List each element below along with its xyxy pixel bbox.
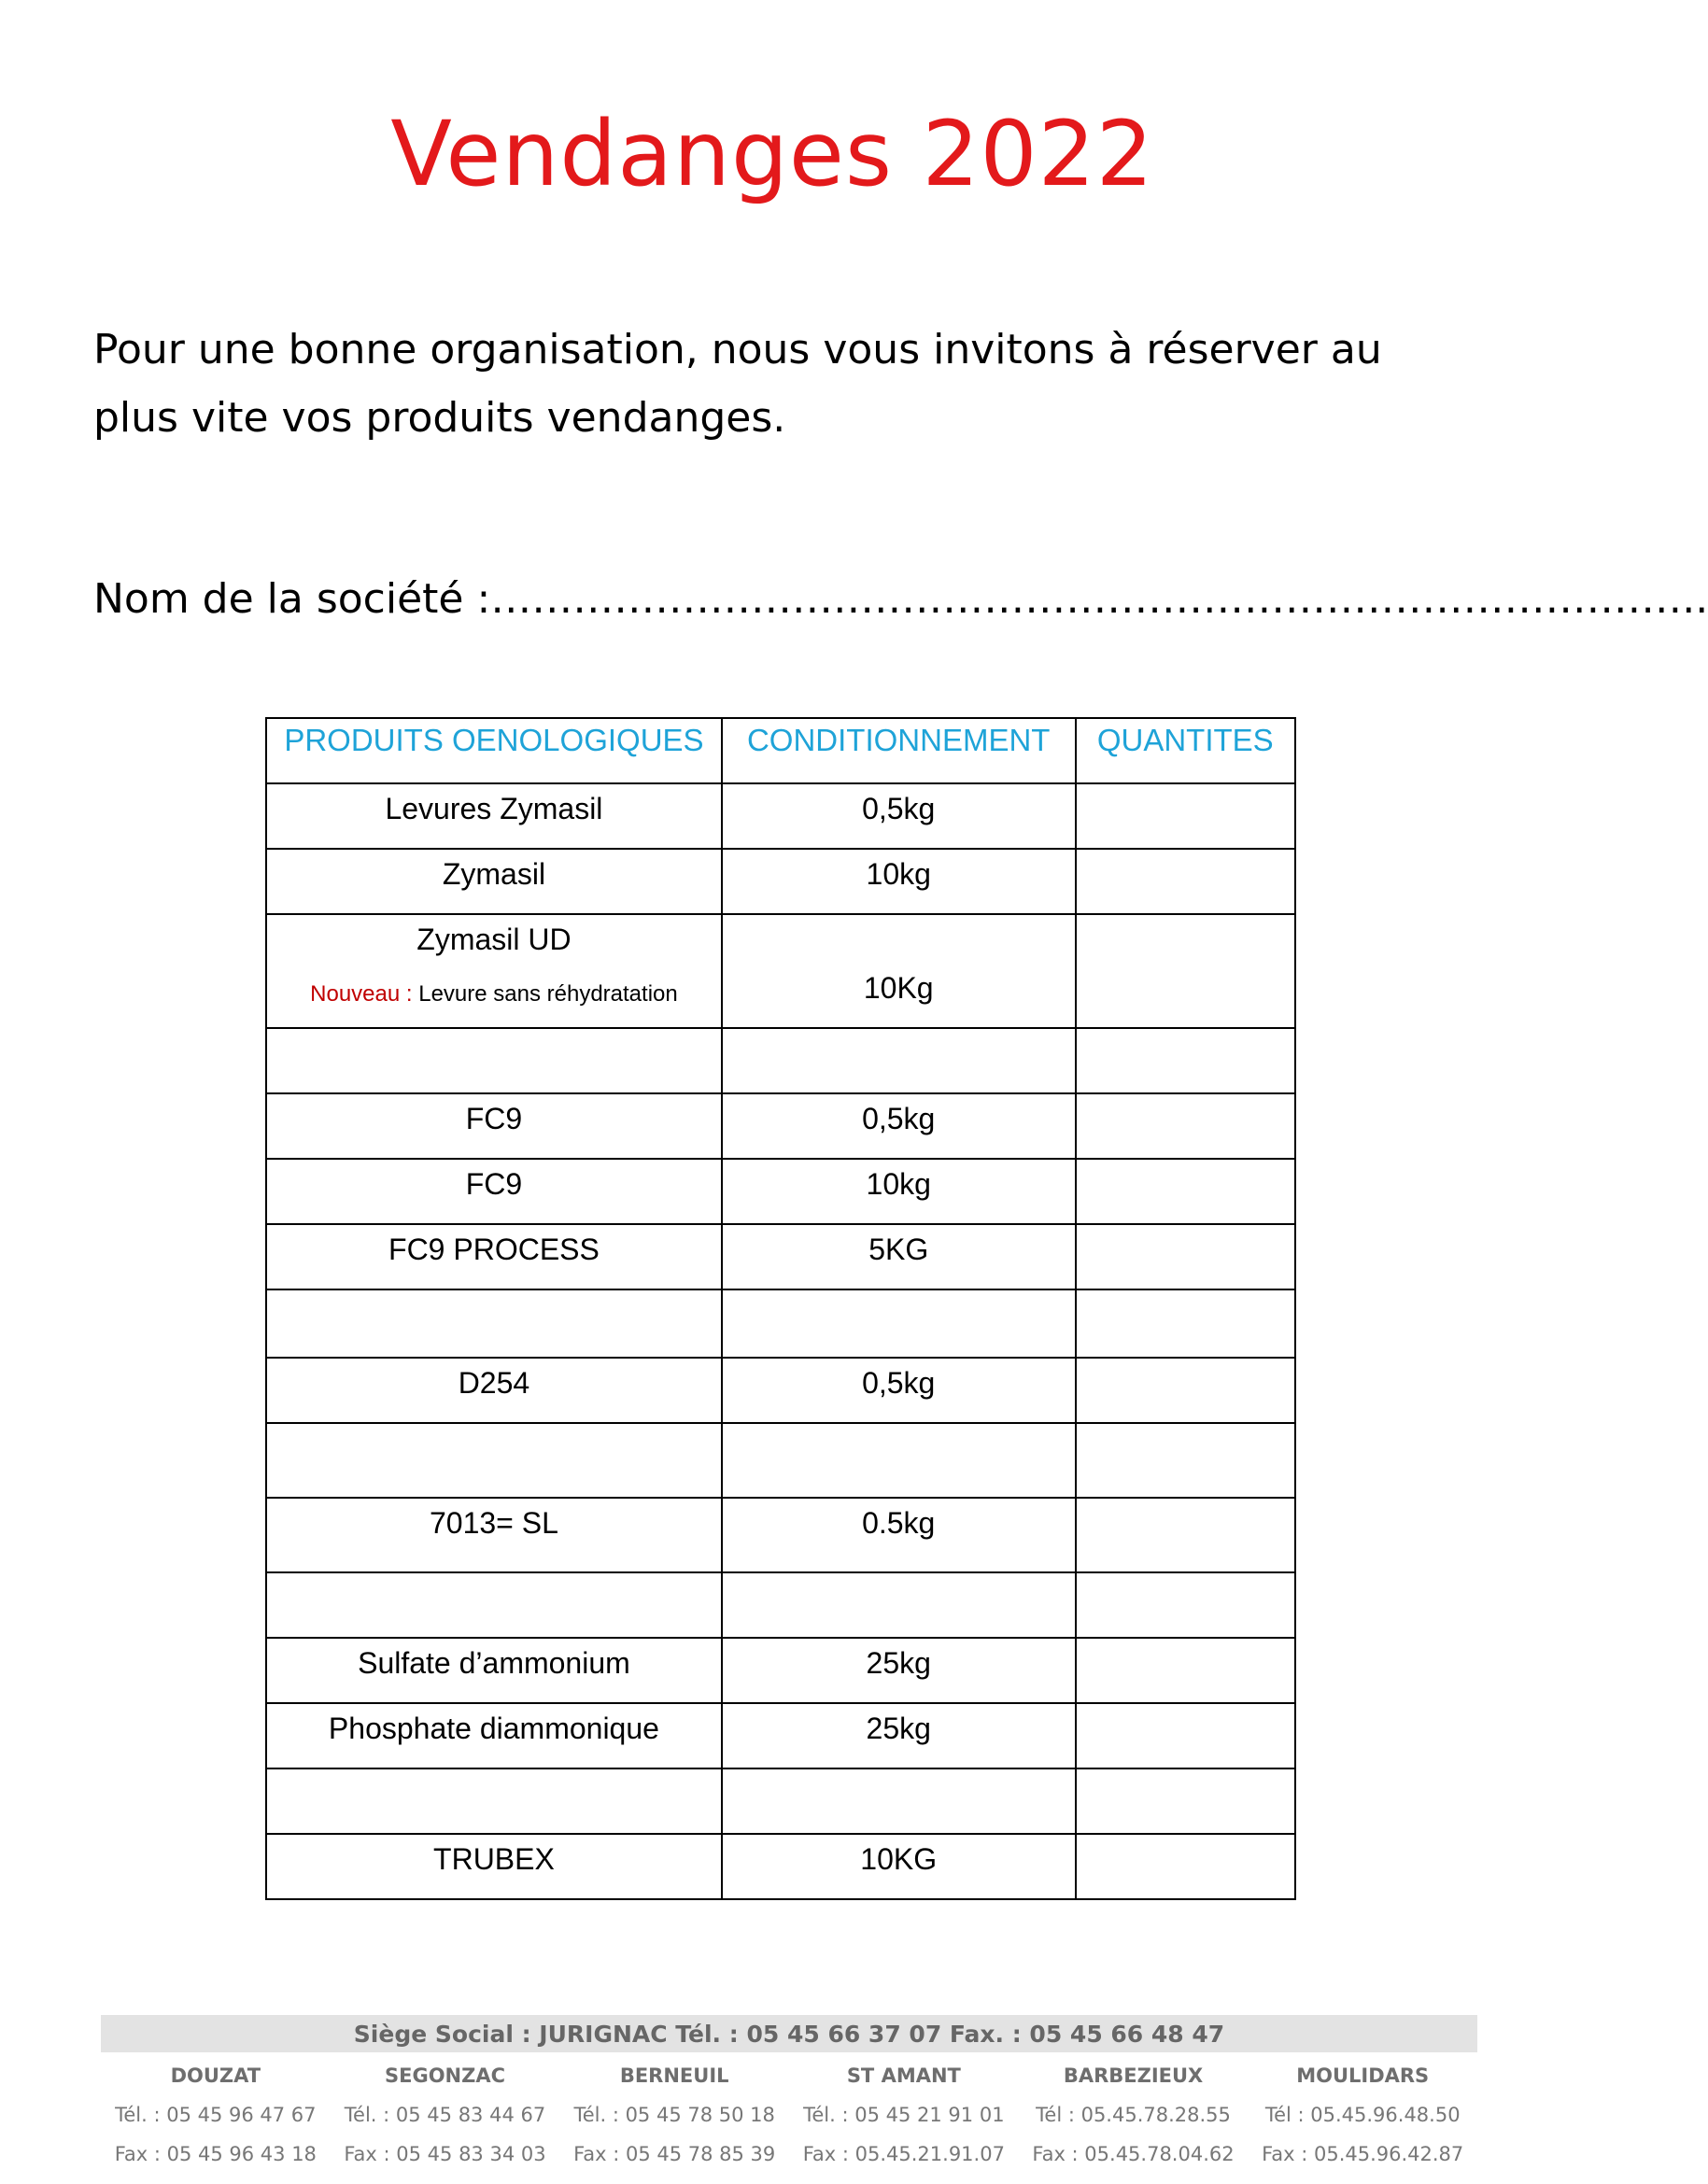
packaging-cell	[722, 1028, 1076, 1093]
branch-fax: Fax : 05 45 78 85 39	[573, 2143, 776, 2165]
product-cell	[266, 1093, 722, 1159]
table-row	[266, 1638, 1295, 1703]
packaging-cell	[722, 1423, 1076, 1498]
branch-name: MOULIDARS	[1296, 2064, 1430, 2087]
quantity-cell[interactable]	[1076, 1768, 1295, 1834]
table-row	[266, 1768, 1295, 1834]
branch-contact	[559, 2056, 789, 2174]
branch-contact	[1019, 2056, 1249, 2174]
product-cell	[266, 914, 722, 1028]
note-text: Levure sans réhydratation	[418, 981, 678, 1007]
branch-contact	[1248, 2056, 1477, 2174]
product-cell	[266, 1572, 722, 1638]
footer	[101, 2015, 1477, 2174]
packaging-cell: 10kg	[722, 849, 1076, 914]
packaging-cell: 10KG	[722, 1834, 1076, 1899]
new-badge: Nouveau :	[310, 981, 419, 1007]
packaging-cell	[722, 1768, 1076, 1834]
table-header-row	[266, 718, 1295, 783]
packaging-cell	[722, 1572, 1076, 1638]
product-cell	[266, 1423, 722, 1498]
intro-text: Pour une bonne organisation, nous vous invitons à réserver au plus vite vos produits vendanges.	[93, 326, 1382, 442]
packaging-cell: 25kg	[722, 1703, 1076, 1768]
table-row	[266, 1159, 1295, 1224]
quantity-cell[interactable]	[1076, 1159, 1295, 1224]
product-name: FC9 PROCESS	[388, 1233, 600, 1266]
packaging-cell: 10kg	[722, 1159, 1076, 1224]
quantity-cell[interactable]	[1076, 1834, 1295, 1899]
product-cell	[266, 1638, 722, 1703]
product-note	[267, 981, 721, 1007]
branch-tel: Tél. : 05 45 78 50 18	[573, 2104, 775, 2126]
table-row	[266, 1093, 1295, 1159]
packaging-cell: 5KG	[722, 1224, 1076, 1289]
company-name-field[interactable]: Nom de la société :……………………………………………………………………………..	[93, 575, 1708, 623]
packaging-cell	[722, 1289, 1076, 1358]
branch-tel: Tél. : 05 45 21 91 01	[803, 2104, 1005, 2126]
packaging-cell: 10Kg	[722, 914, 1076, 1028]
product-cell	[266, 1358, 722, 1423]
product-name: Levures Zymasil	[385, 792, 603, 825]
product-cell	[266, 1498, 722, 1572]
table-row	[266, 1358, 1295, 1423]
product-cell	[266, 1159, 722, 1224]
product-cell	[266, 1028, 722, 1093]
branch-list	[101, 2056, 1477, 2174]
table-row	[266, 914, 1295, 1028]
product-name: Sulfate d’ammonium	[358, 1646, 630, 1680]
branch-name: DOUZAT	[170, 2064, 261, 2087]
quantity-cell[interactable]	[1076, 1423, 1295, 1498]
quantity-cell[interactable]	[1076, 849, 1295, 914]
product-name: FC9	[465, 1167, 523, 1201]
packaging-cell: 25kg	[722, 1638, 1076, 1703]
head-office-line: Siège Social : JURIGNAC Tél. : 05 45 66 37 07 Fax. : 05 45 66 48 47	[101, 2015, 1477, 2052]
branch-name: BERNEUIL	[619, 2064, 729, 2087]
table-row	[266, 1028, 1295, 1093]
quantity-cell[interactable]	[1076, 783, 1295, 849]
header-quantities: QUANTITES	[1076, 718, 1295, 783]
table-row	[266, 1572, 1295, 1638]
quantity-cell[interactable]	[1076, 914, 1295, 1028]
table-row	[266, 1224, 1295, 1289]
product-name: FC9	[465, 1102, 523, 1135]
product-cell	[266, 783, 722, 849]
branch-fax: Fax : 05.45.78.04.62	[1032, 2143, 1235, 2165]
quantity-cell[interactable]	[1076, 1638, 1295, 1703]
table-row	[266, 1289, 1295, 1358]
branch-tel: Tél. : 05 45 83 44 67	[344, 2104, 546, 2126]
page-title: Vendanges 2022	[390, 102, 1154, 206]
product-cell	[266, 1834, 722, 1899]
table-row	[266, 1498, 1295, 1572]
product-name: 7013= SL	[429, 1506, 558, 1540]
branch-name: SEGONZAC	[384, 2064, 506, 2087]
branch-fax: Fax : 05.45.21.91.07	[802, 2143, 1005, 2165]
product-cell	[266, 1289, 722, 1358]
product-cell	[266, 849, 722, 914]
branch-tel: Tél : 05.45.78.28.55	[1036, 2104, 1231, 2126]
table-row	[266, 1703, 1295, 1768]
branch-contact	[101, 2056, 331, 2174]
packaging-cell: 0,5kg	[722, 1358, 1076, 1423]
branch-contact	[789, 2056, 1019, 2174]
header-products: PRODUITS OENOLOGIQUES	[266, 718, 722, 783]
product-cell	[266, 1224, 722, 1289]
product-name: D254	[458, 1366, 530, 1400]
branch-fax: Fax : 05.45.96.42.87	[1262, 2143, 1464, 2165]
product-name: Zymasil UD	[416, 923, 572, 956]
quantity-cell[interactable]	[1076, 1358, 1295, 1423]
product-cell	[266, 1768, 722, 1834]
header-packaging: CONDITIONNEMENT	[722, 718, 1076, 783]
table-row	[266, 1834, 1295, 1899]
branch-contact	[331, 2056, 560, 2174]
quantity-cell[interactable]	[1076, 1224, 1295, 1289]
branch-name: ST AMANT	[846, 2064, 961, 2087]
product-cell	[266, 1703, 722, 1768]
branch-tel: Tél. : 05 45 96 47 67	[115, 2104, 317, 2126]
product-name: Zymasil	[442, 857, 546, 891]
order-table	[265, 717, 1296, 1900]
table-row	[266, 783, 1295, 849]
quantity-cell[interactable]	[1076, 1572, 1295, 1638]
branch-tel: Tél : 05.45.96.48.50	[1264, 2104, 1461, 2126]
packaging-cell: 0,5kg	[722, 783, 1076, 849]
table-row	[266, 849, 1295, 914]
quantity-cell[interactable]	[1076, 1498, 1295, 1572]
quantity-cell[interactable]	[1076, 1093, 1295, 1159]
table-row	[266, 1423, 1295, 1498]
packaging-cell: 0.5kg	[722, 1498, 1076, 1572]
product-name: TRUBEX	[433, 1842, 555, 1876]
branch-fax: Fax : 05 45 96 43 18	[114, 2143, 317, 2165]
quantity-cell[interactable]	[1076, 1028, 1295, 1093]
quantity-cell[interactable]	[1076, 1289, 1295, 1358]
packaging-cell: 0,5kg	[722, 1093, 1076, 1159]
branch-fax: Fax : 05 45 83 34 03	[344, 2143, 546, 2165]
product-name: Phosphate diammonique	[328, 1712, 659, 1745]
quantity-cell[interactable]	[1076, 1703, 1295, 1768]
branch-name: BARBEZIEUX	[1063, 2064, 1204, 2087]
